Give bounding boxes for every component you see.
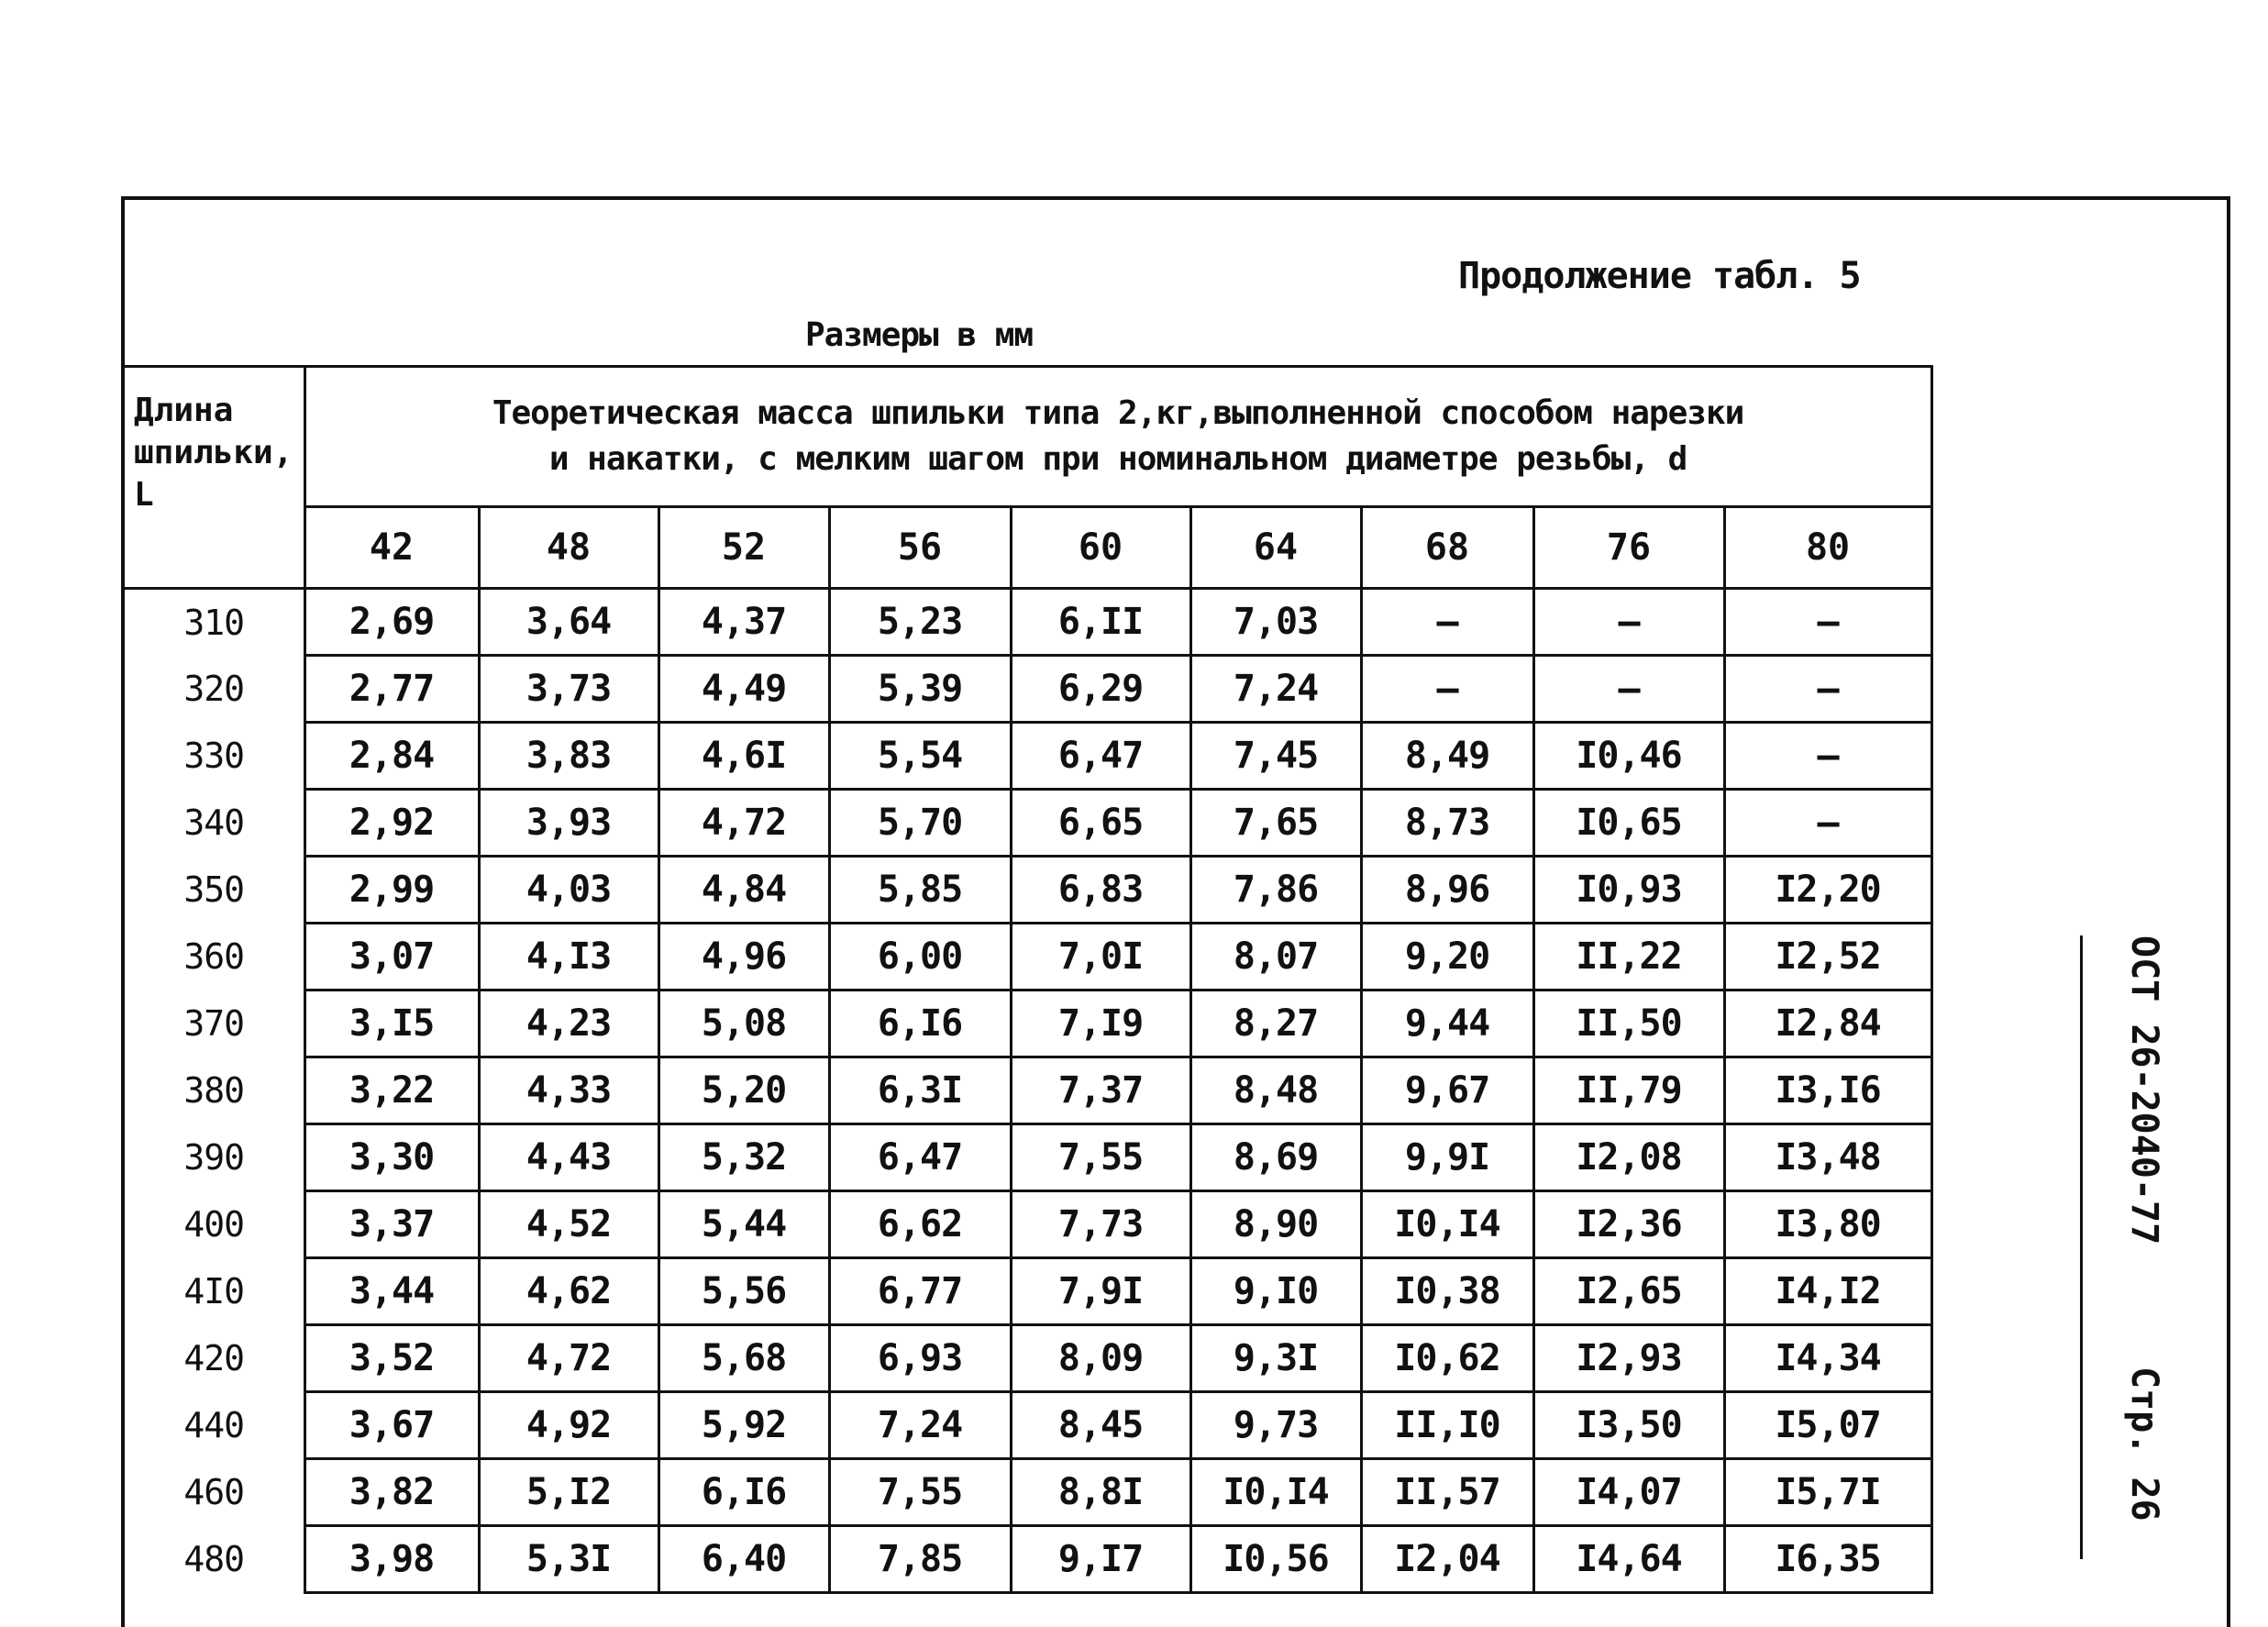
mass-cell: I2,52 (1724, 924, 1931, 991)
mass-cell: I0,65 (1533, 790, 1724, 857)
mass-cell: 3,83 (479, 723, 658, 790)
mass-cell: – (1724, 656, 1931, 723)
mass-cell: 6,40 (658, 1526, 829, 1593)
mass-cell: 3,82 (304, 1459, 479, 1526)
mass-cell: 4,I3 (479, 924, 658, 991)
length-cell: 330 (123, 723, 304, 790)
mass-cell: 5,85 (829, 857, 1011, 924)
table-continuation-caption: Продолжение табл. 5 (1458, 255, 1861, 297)
mass-cell: 3,I5 (304, 991, 479, 1057)
diameter-header-3: 56 (829, 507, 1011, 589)
diameter-header-2: 52 (658, 507, 829, 589)
mass-cell: I5,7I (1724, 1459, 1931, 1526)
mass-cell: I0,56 (1190, 1526, 1361, 1593)
table-row (123, 924, 1931, 991)
length-cell: 390 (123, 1124, 304, 1191)
table-row (123, 857, 1931, 924)
mass-cell: 8,45 (1011, 1392, 1190, 1459)
mass-cell: 6,77 (829, 1258, 1011, 1325)
mass-cell: 7,45 (1190, 723, 1361, 790)
mass-cell: 4,72 (658, 790, 829, 857)
mass-cell: – (1533, 656, 1724, 723)
mass-cell: I2,93 (1533, 1325, 1724, 1392)
mass-cell: I0,I4 (1361, 1191, 1533, 1258)
mass-cell: 9,67 (1361, 1057, 1533, 1124)
mass-cell: I3,I6 (1724, 1057, 1931, 1124)
mass-cell: I0,I4 (1190, 1459, 1361, 1526)
length-cell: 440 (123, 1392, 304, 1459)
mass-cell: 8,8I (1011, 1459, 1190, 1526)
diameter-header-0: 42 (304, 507, 479, 589)
mass-group-header (304, 367, 1931, 507)
mass-cell: 3,22 (304, 1057, 479, 1124)
mass-cell: 3,44 (304, 1258, 479, 1325)
mass-cell: 6,47 (829, 1124, 1011, 1191)
mass-cell: 4,84 (658, 857, 829, 924)
table-row (123, 1124, 1931, 1191)
mass-cell: 4,03 (479, 857, 658, 924)
mass-cell: I0,93 (1533, 857, 1724, 924)
mass-cell: 7,37 (1011, 1057, 1190, 1124)
mass-cell: 2,99 (304, 857, 479, 924)
table-row (123, 589, 1931, 656)
mass-cell: 7,03 (1190, 589, 1361, 656)
mass-cell: – (1361, 656, 1533, 723)
table-row (123, 991, 1931, 1057)
mass-cell: I2,08 (1533, 1124, 1724, 1191)
mass-cell: 8,48 (1190, 1057, 1361, 1124)
mass-cell: 2,84 (304, 723, 479, 790)
mass-cell: 5,56 (658, 1258, 829, 1325)
mass-cell: 8,90 (1190, 1191, 1361, 1258)
mass-cell: 3,67 (304, 1392, 479, 1459)
mass-cell: 3,37 (304, 1191, 479, 1258)
mass-cell: I6,35 (1724, 1526, 1931, 1593)
diameter-header-5: 64 (1190, 507, 1361, 589)
mass-cell: 5,70 (829, 790, 1011, 857)
page-number: Стр. 26 (2123, 1367, 2165, 1522)
length-cell: 370 (123, 991, 304, 1057)
mass-cell: – (1361, 589, 1533, 656)
mass-cell: 5,44 (658, 1191, 829, 1258)
mass-cell: I2,36 (1533, 1191, 1724, 1258)
mass-group-header-line2: и накатки, с мелким шагом при номинальном диаметре резьбы, d (548, 440, 1687, 478)
length-cell: 320 (123, 656, 304, 723)
mass-cell: II,22 (1533, 924, 1724, 991)
mass-cell: 4,33 (479, 1057, 658, 1124)
mass-cell: 7,55 (1011, 1124, 1190, 1191)
mass-cell: I4,I2 (1724, 1258, 1931, 1325)
mass-cell: 4,52 (479, 1191, 658, 1258)
mass-cell: 3,07 (304, 924, 479, 991)
mass-cell: 9,20 (1361, 924, 1533, 991)
mass-group-header-line1: Теоретическая масса шпильки типа 2,кг,выполненной способом нарезки (492, 394, 1744, 432)
mass-cell: 4,92 (479, 1392, 658, 1459)
table-row (123, 1526, 1931, 1593)
document-code: ОСТ 26-2040-77 (2123, 935, 2165, 1245)
mass-cell: 4,72 (479, 1325, 658, 1392)
mass-cell: 4,62 (479, 1258, 658, 1325)
table-row (123, 1057, 1931, 1124)
mass-cell: I2,65 (1533, 1258, 1724, 1325)
mass-cell: – (1533, 589, 1724, 656)
length-cell: 400 (123, 1191, 304, 1258)
mass-cell: 3,98 (304, 1526, 479, 1593)
diameter-header-6: 68 (1361, 507, 1533, 589)
mass-cell: 9,73 (1190, 1392, 1361, 1459)
mass-cell: I3,48 (1724, 1124, 1931, 1191)
length-column-header: Длина шпильки, L (123, 367, 304, 589)
diameter-header-8: 80 (1724, 507, 1931, 589)
mass-cell: 2,92 (304, 790, 479, 857)
mass-cell: 6,I6 (658, 1459, 829, 1526)
mass-cell: 7,73 (1011, 1191, 1190, 1258)
mass-cell: I3,50 (1533, 1392, 1724, 1459)
table-row (123, 1459, 1931, 1526)
diameter-header-4: 60 (1011, 507, 1190, 589)
table-row (123, 790, 1931, 857)
mass-cell: 5,68 (658, 1325, 829, 1392)
mass-cell: 6,47 (1011, 723, 1190, 790)
mass-cell: 5,08 (658, 991, 829, 1057)
side-stamp (2080, 935, 2193, 1559)
mass-cell: 5,I2 (479, 1459, 658, 1526)
mass-cell: 5,54 (829, 723, 1011, 790)
length-cell: 480 (123, 1526, 304, 1593)
mass-cell: 6,00 (829, 924, 1011, 991)
mass-cell: 8,27 (1190, 991, 1361, 1057)
mass-cell: I4,64 (1533, 1526, 1724, 1593)
mass-cell: 8,09 (1011, 1325, 1190, 1392)
stud-mass-table (121, 365, 1933, 1594)
length-cell: 4I0 (123, 1258, 304, 1325)
mass-cell: II,57 (1361, 1459, 1533, 1526)
mass-cell: I3,80 (1724, 1191, 1931, 1258)
mass-cell: 5,20 (658, 1057, 829, 1124)
mass-cell: 6,II (1011, 589, 1190, 656)
mass-cell: – (1724, 589, 1931, 656)
mass-cell: 4,37 (658, 589, 829, 656)
mass-cell: – (1724, 723, 1931, 790)
mass-cell: 6,I6 (829, 991, 1011, 1057)
mass-cell: 2,77 (304, 656, 479, 723)
length-cell: 420 (123, 1325, 304, 1392)
mass-cell: 7,55 (829, 1459, 1011, 1526)
table-row (123, 1191, 1931, 1258)
mass-cell: 9,9I (1361, 1124, 1533, 1191)
mass-cell: 4,43 (479, 1124, 658, 1191)
mass-cell: 7,24 (829, 1392, 1011, 1459)
mass-cell: 4,49 (658, 656, 829, 723)
table-body (123, 589, 1931, 1593)
mass-cell: 6,65 (1011, 790, 1190, 857)
mass-cell: II,79 (1533, 1057, 1724, 1124)
mass-cell: 6,93 (829, 1325, 1011, 1392)
length-cell: 350 (123, 857, 304, 924)
mass-cell: 6,3I (829, 1057, 1011, 1124)
mass-cell: 8,69 (1190, 1124, 1361, 1191)
length-cell: 340 (123, 790, 304, 857)
mass-cell: 7,I9 (1011, 991, 1190, 1057)
mass-cell: 5,32 (658, 1124, 829, 1191)
mass-cell: 2,69 (304, 589, 479, 656)
mass-cell: 4,23 (479, 991, 658, 1057)
mass-cell: I2,04 (1361, 1526, 1533, 1593)
mass-cell: 7,85 (829, 1526, 1011, 1593)
mass-cell: 3,52 (304, 1325, 479, 1392)
diameter-header-row (123, 507, 1931, 589)
mass-cell: 6,83 (1011, 857, 1190, 924)
mass-cell: 8,96 (1361, 857, 1533, 924)
mass-cell: 4,96 (658, 924, 829, 991)
mass-cell: 9,I7 (1011, 1526, 1190, 1593)
mass-cell: – (1724, 790, 1931, 857)
table-row (123, 1258, 1931, 1325)
mass-cell: II,50 (1533, 991, 1724, 1057)
mass-cell: I4,34 (1724, 1325, 1931, 1392)
table-row (123, 723, 1931, 790)
mass-cell: 7,65 (1190, 790, 1361, 857)
mass-cell: 5,92 (658, 1392, 829, 1459)
mass-cell: I0,62 (1361, 1325, 1533, 1392)
mass-cell: 4,6I (658, 723, 829, 790)
mass-cell: 3,73 (479, 656, 658, 723)
mass-cell: 3,30 (304, 1124, 479, 1191)
mass-cell: 9,44 (1361, 991, 1533, 1057)
mass-cell: I5,07 (1724, 1392, 1931, 1459)
mass-cell: I2,84 (1724, 991, 1931, 1057)
mass-cell: 3,64 (479, 589, 658, 656)
mass-cell: 8,73 (1361, 790, 1533, 857)
diameter-header-1: 48 (479, 507, 658, 589)
mass-cell: I0,38 (1361, 1258, 1533, 1325)
table-row (123, 656, 1931, 723)
diameter-header-7: 76 (1533, 507, 1724, 589)
mass-cell: 7,9I (1011, 1258, 1190, 1325)
mass-cell: 9,3I (1190, 1325, 1361, 1392)
mass-cell: 7,24 (1190, 656, 1361, 723)
mass-cell: 8,07 (1190, 924, 1361, 991)
mass-cell: 7,86 (1190, 857, 1361, 924)
mass-cell: I0,46 (1533, 723, 1724, 790)
mass-cell: I2,20 (1724, 857, 1931, 924)
length-cell: 460 (123, 1459, 304, 1526)
table-row (123, 1392, 1931, 1459)
mass-cell: 9,I0 (1190, 1258, 1361, 1325)
mass-cell: 7,0I (1011, 924, 1190, 991)
mass-cell: 3,93 (479, 790, 658, 857)
mass-cell: 5,3I (479, 1526, 658, 1593)
mass-cell: 6,29 (1011, 656, 1190, 723)
mass-cell: 8,49 (1361, 723, 1533, 790)
mass-cell: 5,39 (829, 656, 1011, 723)
mass-cell: 5,23 (829, 589, 1011, 656)
mass-cell: 6,62 (829, 1191, 1011, 1258)
table-row (123, 1325, 1931, 1392)
length-cell: 310 (123, 589, 304, 656)
length-cell: 360 (123, 924, 304, 991)
mass-cell: II,I0 (1361, 1392, 1533, 1459)
length-cell: 380 (123, 1057, 304, 1124)
mass-cell: I4,07 (1533, 1459, 1724, 1526)
units-caption: Размеры в мм (805, 316, 1034, 354)
